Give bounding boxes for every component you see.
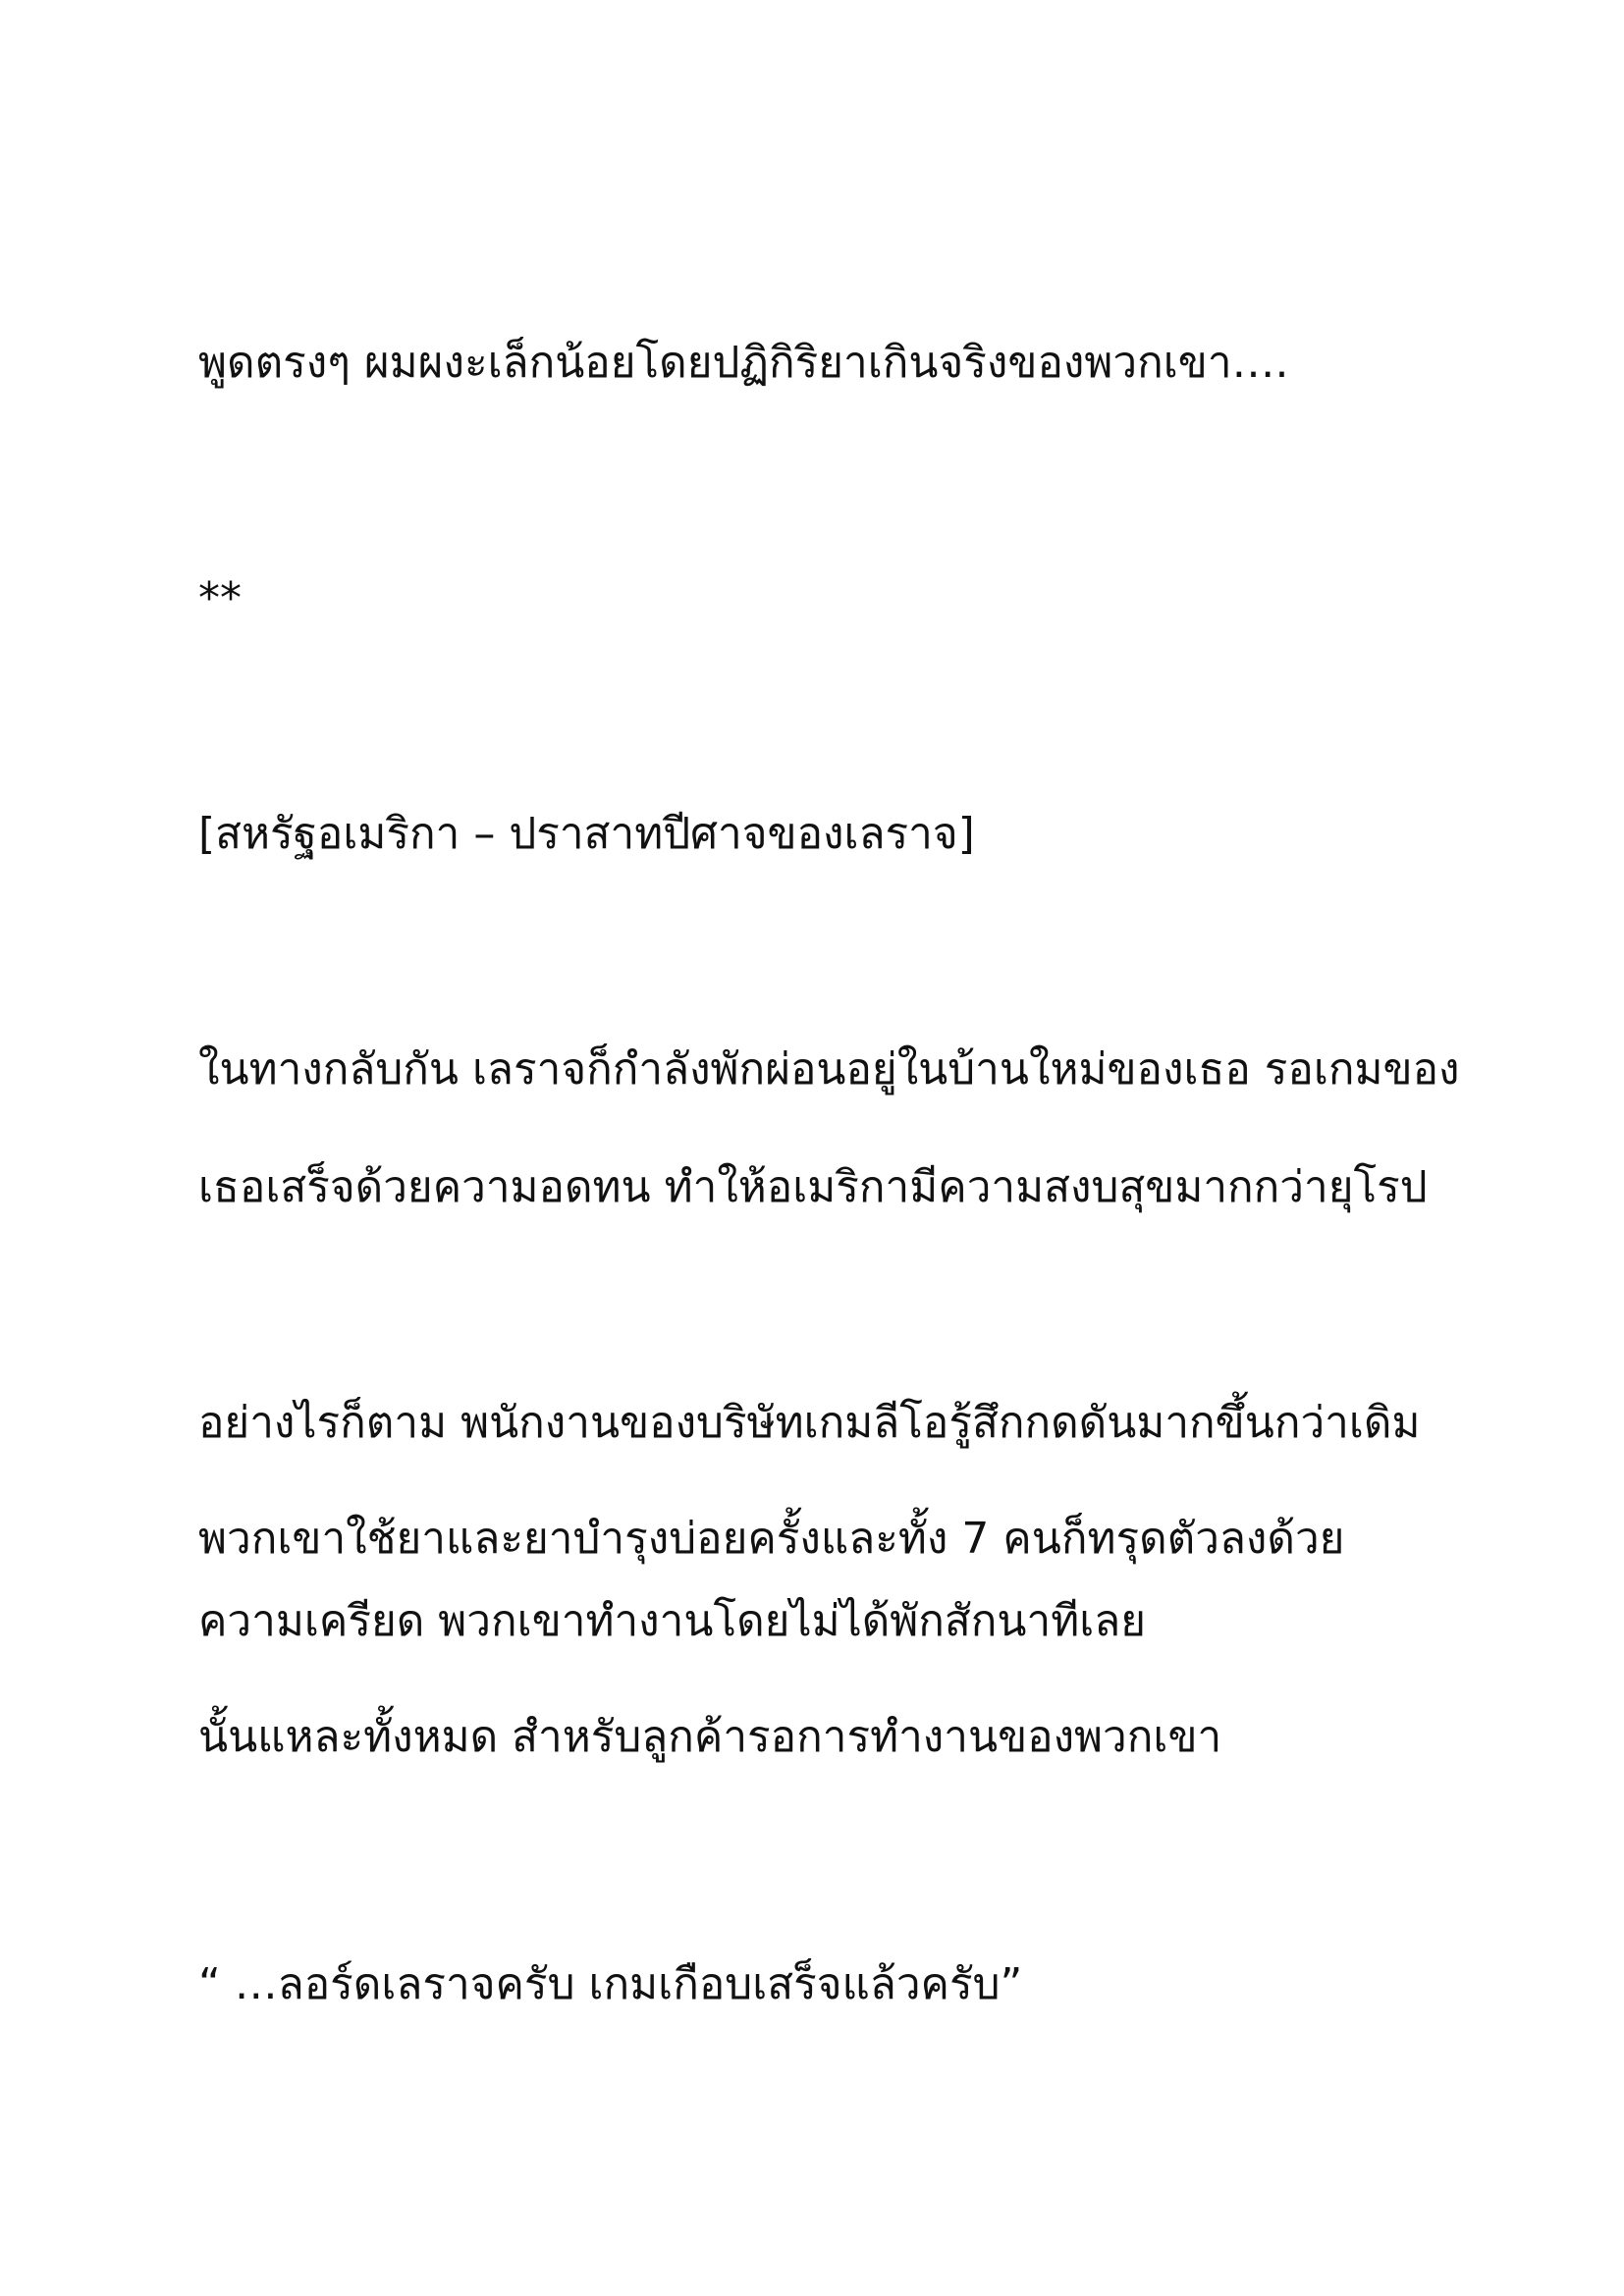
paragraph-line: ในทางกลับกัน เลราจก็กำลังพักผ่อนอยู่ในบ้านใหม่ของเธอ รอเกมของ bbox=[198, 1044, 1460, 1095]
paragraph-line: ความเครียด พวกเขาทำงานโดยไม่ได้พักสักนาทีเลย bbox=[198, 1596, 1146, 1646]
paragraph-line: นั้นแหละทั้งหมด สำหรับลูกค้ารอการทำงานของพวกเขา bbox=[198, 1712, 1222, 1762]
paragraph-line: พูดตรงๆ ผมผงะเล็กน้อยโดยปฏิกิริยาเกินจริงของพวกเขา…. bbox=[198, 338, 1289, 388]
dialogue-line: “ …ลอร์ดเลราจครับ เกมเกือบเสร็จแล้วครับ” bbox=[198, 1959, 1023, 2009]
paragraph-line: เธอเสร็จด้วยความอดทน ทำให้อเมริกามีความสงบสุขมากกว่ายุโรป bbox=[198, 1162, 1428, 1212]
scene-heading: [สหรัฐอเมริกา – ปราสาทปีศาจของเลราจ] bbox=[198, 809, 975, 859]
paragraph-line: อย่างไรก็ตาม พนักงานของบริษัทเกมลีโอรู้สึกกดดันมากขึ้นกว่าเดิม bbox=[198, 1398, 1421, 1448]
paragraph-line: พวกเขาใช้ยาและยาบำรุงบ่อยครั้งและทั้ง 7 คนก็ทรุดตัวลงด้วย bbox=[198, 1514, 1345, 1564]
scene-break: ** bbox=[198, 573, 242, 623]
